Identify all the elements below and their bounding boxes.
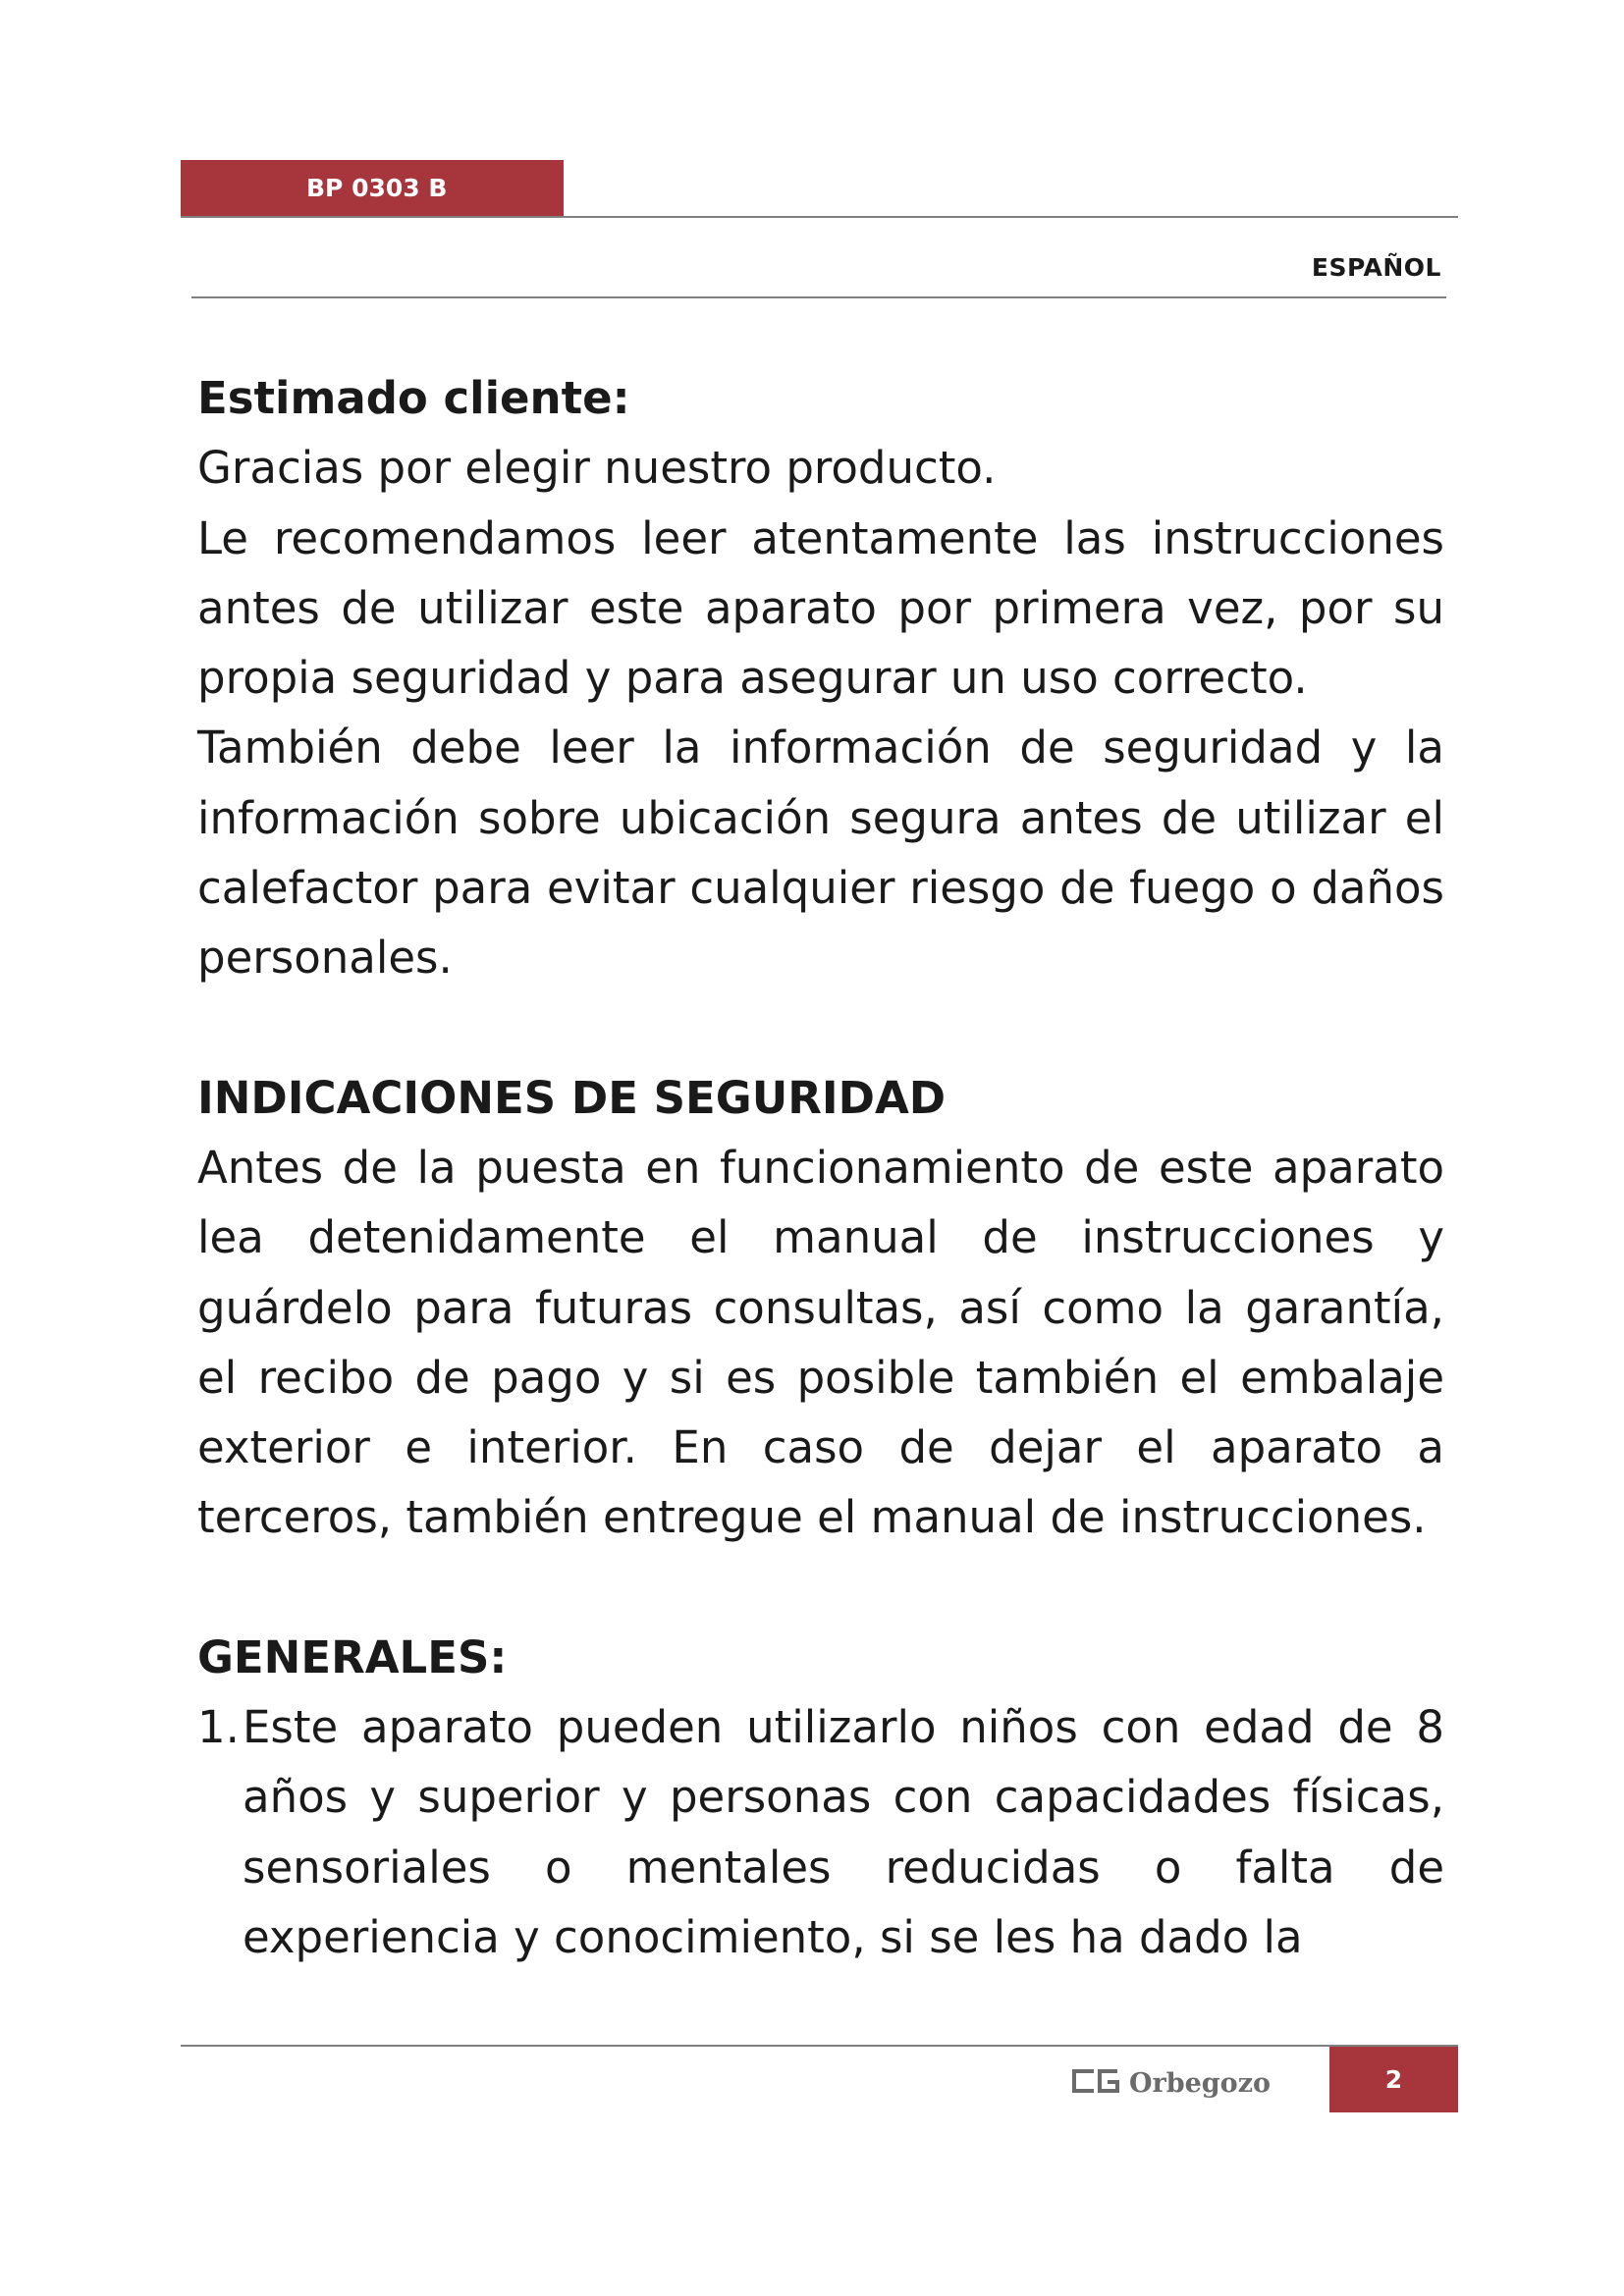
intro-paragraph-2: Le recomendamos leer atentamente las instrucciones antes de utilizar este aparato por primera vez, por su propia seguridad y para asegurar un uso correcto. [197, 511, 1444, 705]
list-item [197, 1692, 1444, 1972]
brand-wordmark: Orbegozo [1129, 2068, 1272, 2099]
safety-heading: INDICACIONES DE SEGURIDAD [197, 1071, 947, 1124]
language-label: ESPAÑOL [1311, 253, 1441, 282]
section-spacer [197, 1553, 1444, 1623]
greeting-heading: Estimado cliente: [197, 372, 630, 424]
language-divider [191, 296, 1446, 298]
page-number: 2 [1329, 2047, 1458, 2112]
orbegozo-logo [1068, 2061, 1314, 2105]
list-item-number: 1. [197, 1701, 240, 1754]
header-divider [181, 216, 1458, 218]
section-spacer [197, 993, 1444, 1063]
intro-paragraph-3: También debe leer la información de seguridad y la información sobre ubicación segura antes de utilizar el calefactor para evitar cualquier riesgo de fuego o daños personales. [197, 721, 1444, 985]
model-tab [181, 160, 564, 217]
page-body [197, 363, 1444, 1972]
intro-paragraph-1: Gracias por elegir nuestro producto. [197, 442, 997, 495]
safety-paragraph: Antes de la puesta en funcionamiento de este aparato lea detenidamente el manual de instrucciones y guárdelo para futuras consultas, así como la garantía, el recibo de pago y si es posible también el embalaje exterior e interior. En caso de dejar el aparato a terceros, también entregue el manual de instrucciones. [197, 1141, 1444, 1544]
list-item-text: Este aparato pueden utilizarlo niños con edad de 8 años y superior y personas con capacidades físicas, sensoriales o mentales reducidas o falta de experiencia y conocimiento, si se les ha dado la [243, 1701, 1444, 1963]
general-heading: GENERALES: [197, 1630, 508, 1683]
general-list [197, 1692, 1444, 1972]
model-label: BP 0303 B [306, 174, 448, 202]
footer-divider [181, 2045, 1458, 2047]
